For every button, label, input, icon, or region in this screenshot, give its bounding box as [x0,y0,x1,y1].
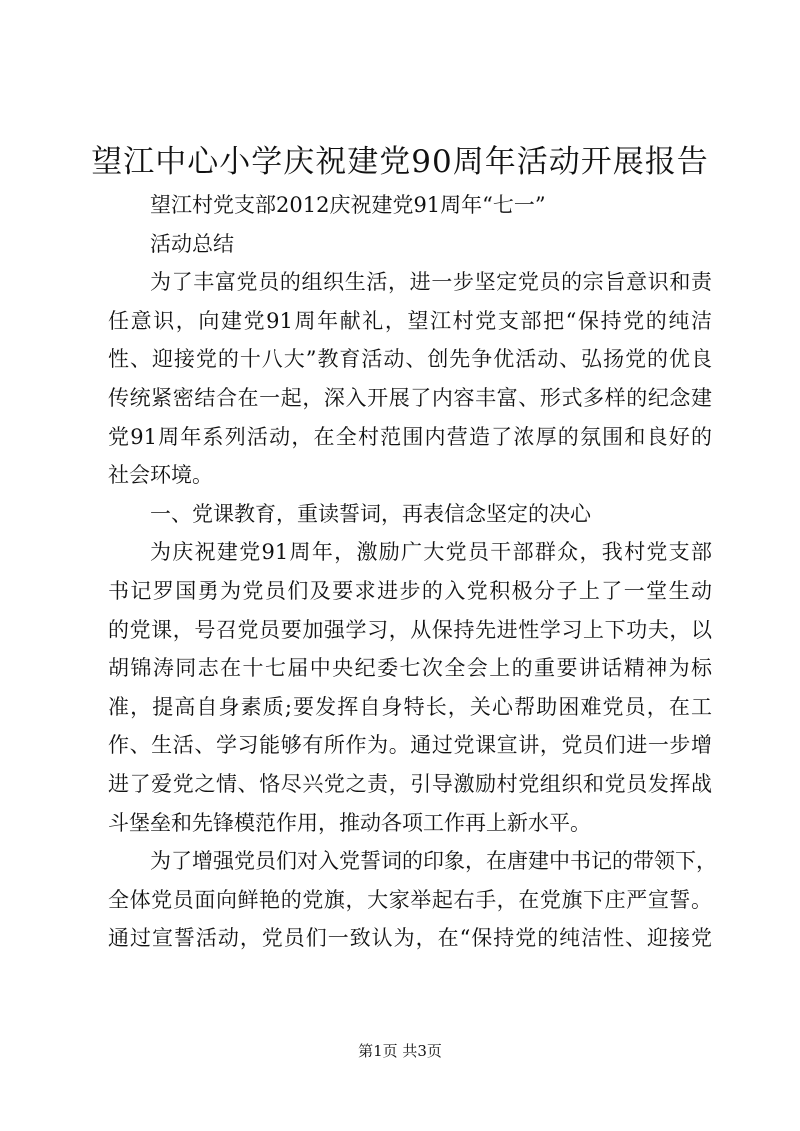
body-line: 进了爱党之情、恪尽兴党之责，引导激励村党组织和党员发挥战 [108,771,712,796]
body-line: 准，提高自身素质;要发挥自身特长，关心帮助困难党员，在工 [108,694,712,719]
body-line: 为庆祝建党91周年，激励广大党员干部群众，我村党支部 [150,540,712,565]
body-line: 任意识，向建党91周年献礼，望江村党支部把“保持党的纯洁 [108,308,712,333]
body-line: 书记罗国勇为党员们及要求进步的入党积极分子上了一堂生动 [108,578,712,603]
body-line: 为了丰富党员的组织生活，进一步坚定党员的宗旨意识和责 [150,270,712,295]
body-line: 胡锦涛同志在十七届中央纪委七次全会上的重要讲话精神为标 [108,656,712,681]
body-line: 通过宣誓活动，党员们一致认为，在“保持党的纯洁性、迎接党 [108,926,712,951]
body-line: 全体党员面向鲜艳的党旗，大家举起右手，在党旗下庄严宣誓。 [108,887,712,912]
body-line: 一、党课教育，重读誓词，再表信念坚定的决心 [150,501,591,526]
body-line: 的党课，号召党员要加强学习，从保持先进性学习上下功夫，以 [108,617,712,642]
body-line: 望江村党支部2012庆祝建党91周年“七一” [150,193,546,217]
body-line: 作、生活、学习能够有所作为。通过党课宣讲，党员们进一步增 [108,733,712,758]
body-line: 传统紧密结合在一起，深入开展了内容丰富、形式多样的纪念建 [108,385,712,410]
body-line: 斗堡垒和先锋模范作用，推动各项工作再上新水平。 [108,810,591,835]
body-line: 社会环境。 [108,463,213,488]
document-title: 望江中心小学庆祝建党90周年活动开展报告 [91,144,709,180]
body-line: 性、迎接党的十八大”教育活动、创先争优活动、弘扬党的优良 [108,347,712,372]
document-body [108,186,717,958]
body-line: 活动总结 [150,231,234,256]
body-line: 党91周年系列活动，在全村范围内营造了浓厚的氛围和良好的 [108,424,712,449]
body-line: 为了增强党员们对入党誓词的印象，在唐建中书记的带领下， [150,849,717,874]
page-footer: 第1页 共3页 [358,1042,442,1060]
